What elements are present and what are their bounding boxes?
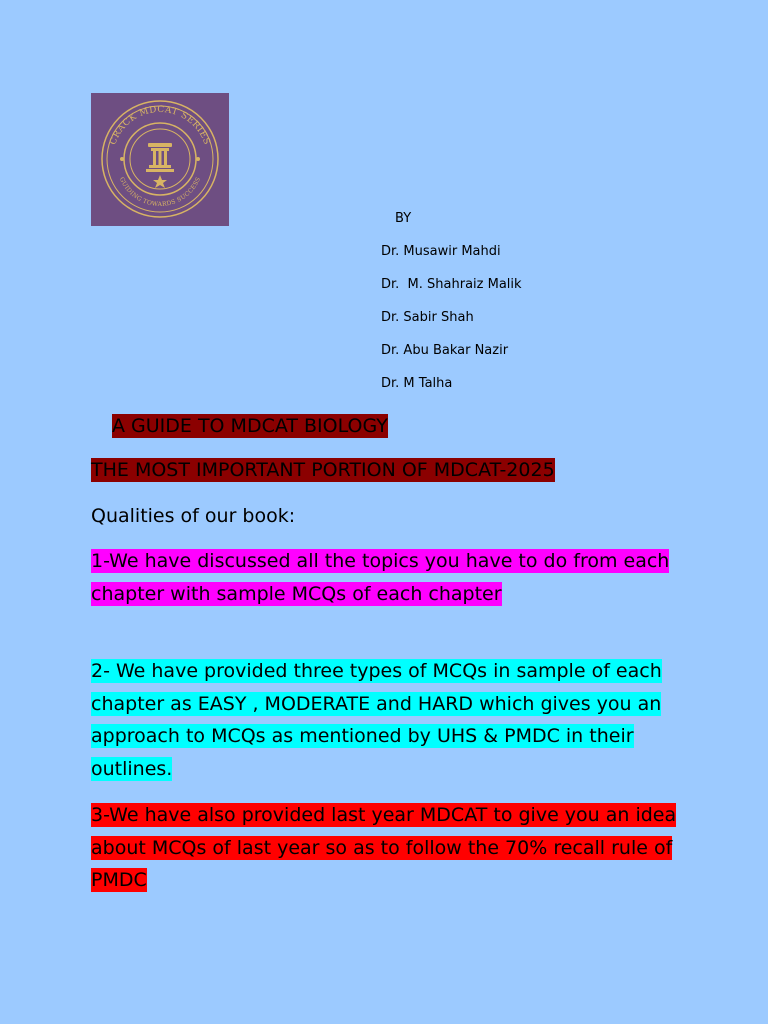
quality-point-3 [91, 799, 691, 897]
author-4: Dr. Abu Bakar Nazir [381, 343, 509, 358]
quality-point-1-text: 1-We have discussed all the topics you have to do from each chapter with sample MCQs of each chapter [91, 550, 670, 605]
crack-mdcat-logo [91, 93, 229, 226]
star-icon [153, 175, 167, 188]
quality-point-1 [91, 545, 691, 610]
subtitle [91, 454, 555, 487]
quality-point-2 [91, 655, 691, 785]
svg-text:CRACK MDCAT SERIES [108, 105, 211, 146]
guide-title-text: A GUIDE TO MDCAT BIOLOGY [112, 415, 388, 437]
author-2: Dr. M. Shahraiz Malik [381, 277, 522, 292]
logo-ring-top-text: CRACK MDCAT SERIES [108, 104, 212, 147]
guide-title [112, 410, 388, 443]
author-5: Dr. M Talha [381, 376, 453, 391]
quality-point-3-text: 3-We have also provided last year MDCAT to give you an idea about MCQs of last year so as to follow the 70% recall rule of PMDC [91, 804, 677, 891]
quality-point-2-text: 2- We have provided three types of MCQs in sample of each chapter as EASY , MODERATE and HARD which gives you an approach to MCQs as mentioned by UHS & PMDC in their outlines. [91, 660, 662, 780]
author-3: Dr. Sabir Shah [381, 310, 474, 325]
author-1: Dr. Musawir Mahdi [381, 244, 501, 259]
pillar-icon [146, 143, 174, 172]
logo-ring-bottom-text: GUIDING TOWARDS SUCCESS [117, 176, 203, 209]
subtitle-text: THE MOST IMPORTANT PORTION OF MDCAT-2025 [91, 459, 555, 481]
byline-label: BY [395, 211, 412, 226]
qualities-heading: Qualities of our book: [91, 505, 296, 527]
